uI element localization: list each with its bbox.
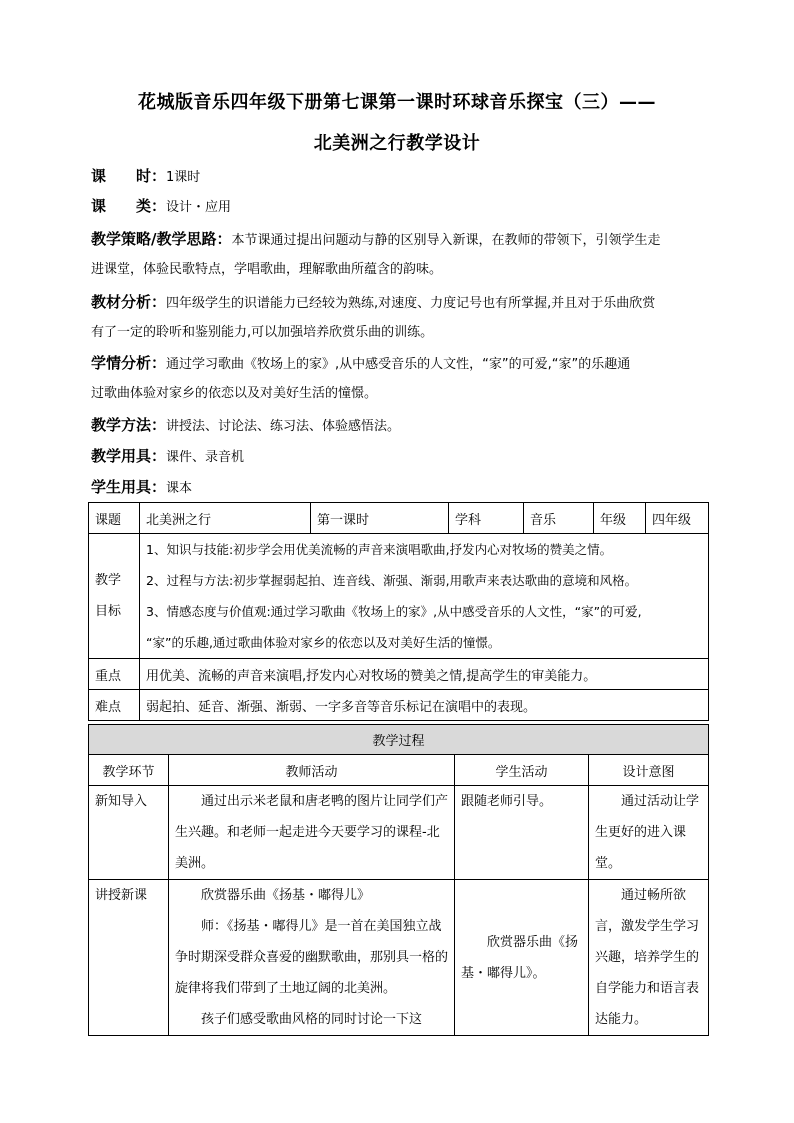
stage-cell: 讲授新课 <box>89 880 169 1036</box>
grade-value-cell: 四年级 <box>646 503 709 534</box>
teacher-activity-cell <box>169 880 455 1036</box>
table-header-row <box>89 755 709 786</box>
teacher-activity-cell: 通过出示米老鼠和唐老鸭的图片让同学们产生兴趣。和老师一起走进今天要学习的课程-北美洲。 <box>169 786 455 880</box>
student-analysis-text-2: 过歌曲体验对家乡的依恋以及对美好生活的憧憬。 <box>91 386 378 401</box>
difficulty-content-cell: 弱起拍、延音、渐强、渐弱、一字多音等音乐标记在演唱中的表现。 <box>140 690 709 721</box>
topic-value-cell: 北美洲之行 <box>140 503 311 534</box>
material-text-1: 四年级学生的识谱能力已经较为熟练,对速度、力度记号也有所掌握,并且对于乐曲欣赏 <box>166 296 656 311</box>
strategy-text-1: 本节课通过提出问题动与静的区别导入新课，在教师的带领下，引领学生走 <box>231 233 661 248</box>
class-hours-value: 1课时 <box>166 170 201 185</box>
key-content-cell: 用优美、流畅的声音来演唱,抒发内心对牧场的赞美之情,提高学生的审美能力。 <box>140 659 709 690</box>
lesson-overview-table <box>88 502 709 721</box>
class-hours-label: 课 时： <box>91 167 167 185</box>
method-row <box>91 411 716 441</box>
student-activity-cell: 欣赏器乐曲《扬基・嘟得儿》。 <box>455 880 589 1036</box>
goal-item-2: 2、过程与方法:初步掌握弱起拍、连音线、渐强、渐弱,用歌声来表达歌曲的意境和风格。 <box>146 573 638 588</box>
header-student: 学生活动 <box>455 755 589 786</box>
goals-label-cell <box>89 534 140 659</box>
method-label: 教学方法： <box>91 416 167 434</box>
goals-content-cell <box>140 534 709 659</box>
goals-label: 教学目标 <box>95 573 122 619</box>
student-analysis-text-1: 通过学习歌曲《牧场上的家》,从中感受音乐的人文性，“家”的可爱,“家”的乐趣通 <box>166 357 631 372</box>
design-intent-cell: 通过活动让学生更好的进入课堂。 <box>589 786 709 880</box>
material-label: 教材分析： <box>91 293 167 311</box>
document-title-line2: 北美洲之行教学设计 <box>313 133 481 154</box>
teacher-line-3: 孩子们感受歌曲风格的同时讨论一下这 <box>201 1012 423 1027</box>
goal-item-3: 3、情感态度与价值观:通过学习歌曲《牧场上的家》,从中感受音乐的人文性，“家”的可爱, <box>146 604 642 619</box>
table-row <box>89 880 709 1036</box>
goal-item-1: 1、知识与技能:初步学会用优美流畅的声音来演唱歌曲,抒发内心对牧场的赞美之情。 <box>146 542 613 557</box>
material-text-2: 有了一定的聆听和鉴别能力,可以加强培养欣赏乐曲的训练。 <box>91 325 434 340</box>
goal-item-3-cont: “家”的乐趣,通过歌曲体验对家乡的依恋以及对美好生活的憧憬。 <box>146 635 501 650</box>
tools-label: 教学用具： <box>91 447 167 465</box>
document-title-line1: 花城版音乐四年级下册第七课第一课时环球音乐探宝（三）—— <box>138 92 656 113</box>
stage-cell: 新知导入 <box>89 786 169 880</box>
student-analysis-paragraph <box>91 349 716 408</box>
header-teacher: 教师活动 <box>169 755 455 786</box>
design-intent-cell: 通过畅所欲言，激发学生学习兴趣，培养学生的自学能力和语言表达能力。 <box>589 880 709 1036</box>
subject-value-cell: 音乐 <box>524 503 594 534</box>
student-tools-text: 课本 <box>166 481 193 496</box>
student-activity-cell: 跟随老师引导。 <box>455 786 589 880</box>
method-text: 讲授法、讨论法、练习法、体验感悟法。 <box>166 419 401 434</box>
class-type-label: 课 类： <box>91 197 167 215</box>
student-tools-row <box>91 473 716 503</box>
strategy-label: 教学策略/教学思路： <box>91 230 232 248</box>
material-paragraph <box>91 288 716 347</box>
tools-text: 课件、录音机 <box>166 450 245 465</box>
teacher-line-2: 师：《扬基・嘟得儿》是一首在美国独立战争时期深受群众喜爱的幽默歌曲，那别具一格的旋律将我们带到了土地辽阔的北美洲。 <box>175 919 449 996</box>
table-row <box>89 503 709 534</box>
tools-row <box>91 442 716 472</box>
strategy-text-2: 进课堂，体验民歌特点，学唱歌曲，理解歌曲所蕴含的韵味。 <box>91 262 443 277</box>
class-type-value: 设计・应用 <box>166 200 232 215</box>
teacher-line-1: 欣赏器乐曲《扬基・嘟得儿》 <box>201 888 371 903</box>
table-row <box>89 725 709 755</box>
table-row <box>89 534 709 659</box>
table-row <box>89 659 709 690</box>
subject-label-cell: 学科 <box>449 503 524 534</box>
process-title-cell: 教学过程 <box>89 725 709 755</box>
table-row <box>89 690 709 721</box>
header-stage: 教学环节 <box>89 755 169 786</box>
class-hours-row <box>91 162 716 192</box>
student-analysis-label: 学情分析： <box>91 354 167 372</box>
teaching-process-table <box>88 724 709 1036</box>
lesson-cell: 第一课时 <box>311 503 449 534</box>
table-row <box>89 786 709 880</box>
student-tools-label: 学生用具： <box>91 478 167 496</box>
difficulty-label-cell: 难点 <box>89 690 140 721</box>
class-type-row <box>91 192 716 222</box>
key-label-cell: 重点 <box>89 659 140 690</box>
strategy-paragraph <box>91 225 716 284</box>
header-intent: 设计意图 <box>589 755 709 786</box>
grade-label-cell: 年级 <box>594 503 646 534</box>
topic-label-cell: 课题 <box>89 503 140 534</box>
